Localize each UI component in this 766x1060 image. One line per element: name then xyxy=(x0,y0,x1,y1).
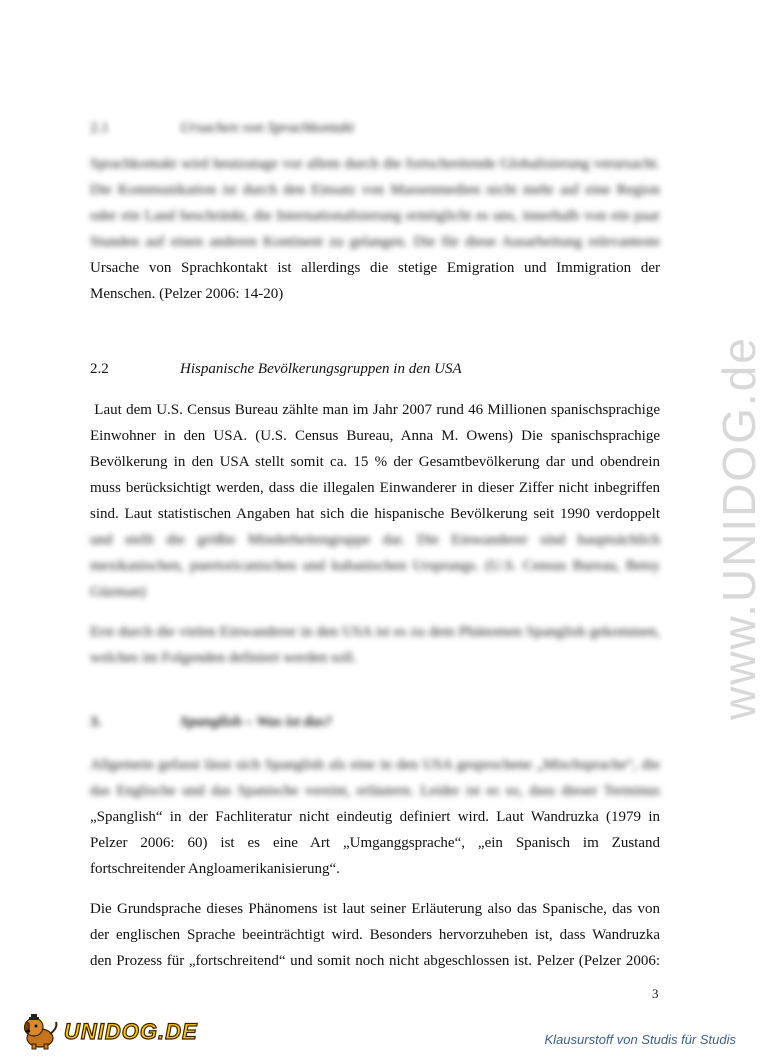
text-line: Ursache von Sprachkontakt ist allerdings die stetige Emigration und Immigration der xyxy=(90,260,660,276)
text-line: sind. Laut statistischen Angaben hat sich die hispanische Bevölkerung seit 1990 verdoppelt xyxy=(90,506,660,522)
section-title: Ursachen von Sprachkontakt xyxy=(180,120,355,136)
text-line: oder ein Land beschränkt, die Internationalisierung ermöglicht es uns, innerhalb von ein paar xyxy=(90,208,660,224)
section-2-2-paragraph xyxy=(90,397,660,605)
text-line: Laut dem U.S. Census Bureau zählte man im Jahr 2007 rund 46 Millionen spanischsprachige xyxy=(90,402,660,418)
logo-text: UNIDOG.DE xyxy=(64,1019,198,1044)
text-line: Sprachkontakt wird heutzutage vor allem durch die fortschreitende Globalisierung verursacht. xyxy=(90,156,660,172)
text-line: und stellt die größte Minderheitengruppe dar. Die Einwanderer sind hauptsächlich xyxy=(90,532,660,548)
section-3-paragraph xyxy=(90,752,660,882)
section-title: Hispanische Bevölkerungsgruppen in den USA xyxy=(180,361,462,377)
text-line: der englischen Sprache beeinträchtigt wird. Besonders hervorzuheben ist, dass Wandruzka xyxy=(90,927,660,943)
section-2-1-paragraph xyxy=(90,151,660,307)
text-line: Einwohner in den USA. (U.S. Census Bureau, Anna M. Owens) Die spanischsprachige xyxy=(90,428,660,444)
text-line: Allgemein gefasst lässt sich Spanglish als eine in den USA gesprochene „Mischsprache“, die xyxy=(90,757,660,773)
footer-tagline: Klausurstoff von Studis für Studis xyxy=(544,1032,736,1047)
text-line: mexikanischen, puertoricanischen und kubanischen Ursprungs. (U.S. Census Bureau, Betsy xyxy=(90,558,660,574)
text-line: den Prozess für „fortschreitend“ und somit noch nicht abgeschlossen ist. Pelzer (Pelzer 2006: xyxy=(90,953,660,969)
text-line: „Spanglish“ in der Fachliteratur nicht eindeutig definiert wird. Laut Wandruzka (1979 in xyxy=(90,809,660,825)
watermark: www.UNIDOG.de xyxy=(713,336,765,720)
section-2-1-heading xyxy=(90,120,354,137)
text-line: Bevölkerung in den USA stellt somit ca. 15 % der Gesamtbevölkerung dar und obendrein xyxy=(90,454,660,470)
unidog-logo xyxy=(20,1012,198,1052)
text-line: muss berücksichtigt werden, dass die illegalen Einwanderer in dieser Ziffer nicht inbegriffen xyxy=(90,480,660,496)
page-number: 3 xyxy=(652,986,659,1001)
dog-mascot-icon xyxy=(20,1014,62,1050)
text-line: Erst durch die vielen Einwanderer in den USA ist es zu dem Phänomen Spanglish gekommen, xyxy=(90,624,660,640)
text-line: Stunden auf einen anderen Kontinent zu gelangen. Die für diese Ausarbeitung relevanteste xyxy=(90,234,660,250)
text-line: Menschen. (Pelzer 2006: 14-20) xyxy=(90,286,284,302)
section-2-2-heading xyxy=(90,361,462,378)
section-title: Spanglish – Was ist das? xyxy=(180,714,332,730)
section-3-paragraph-2 xyxy=(90,896,660,974)
text-line: fortschreitender Angloamerikanisierung“. xyxy=(90,861,340,877)
section-3-heading xyxy=(90,714,332,731)
section-number: 3. xyxy=(90,714,102,730)
text-line: Güzman) xyxy=(90,584,146,600)
section-number: 2.1 xyxy=(90,120,109,136)
text-line: welches im Folgenden definiert werden soll. xyxy=(90,650,357,666)
text-line: Die Grundsprache dieses Phänomens ist laut seiner Erläuterung also das Spanische, das von xyxy=(90,901,660,917)
section-number: 2.2 xyxy=(90,361,109,377)
text-line: Die Kommunikation ist durch den Einsatz von Massenmedien nicht mehr auf eine Region xyxy=(90,182,660,198)
text-line: Pelzer 2006: 60) ist es eine Art „Umganggsprache“, „ein Spanisch im Zustand xyxy=(90,835,660,851)
text-line: das Englische und das Spanische vereint, erläutern. Leider ist es so, dass dieser Terminus xyxy=(90,783,660,799)
section-2-2-paragraph-2 xyxy=(90,619,660,671)
